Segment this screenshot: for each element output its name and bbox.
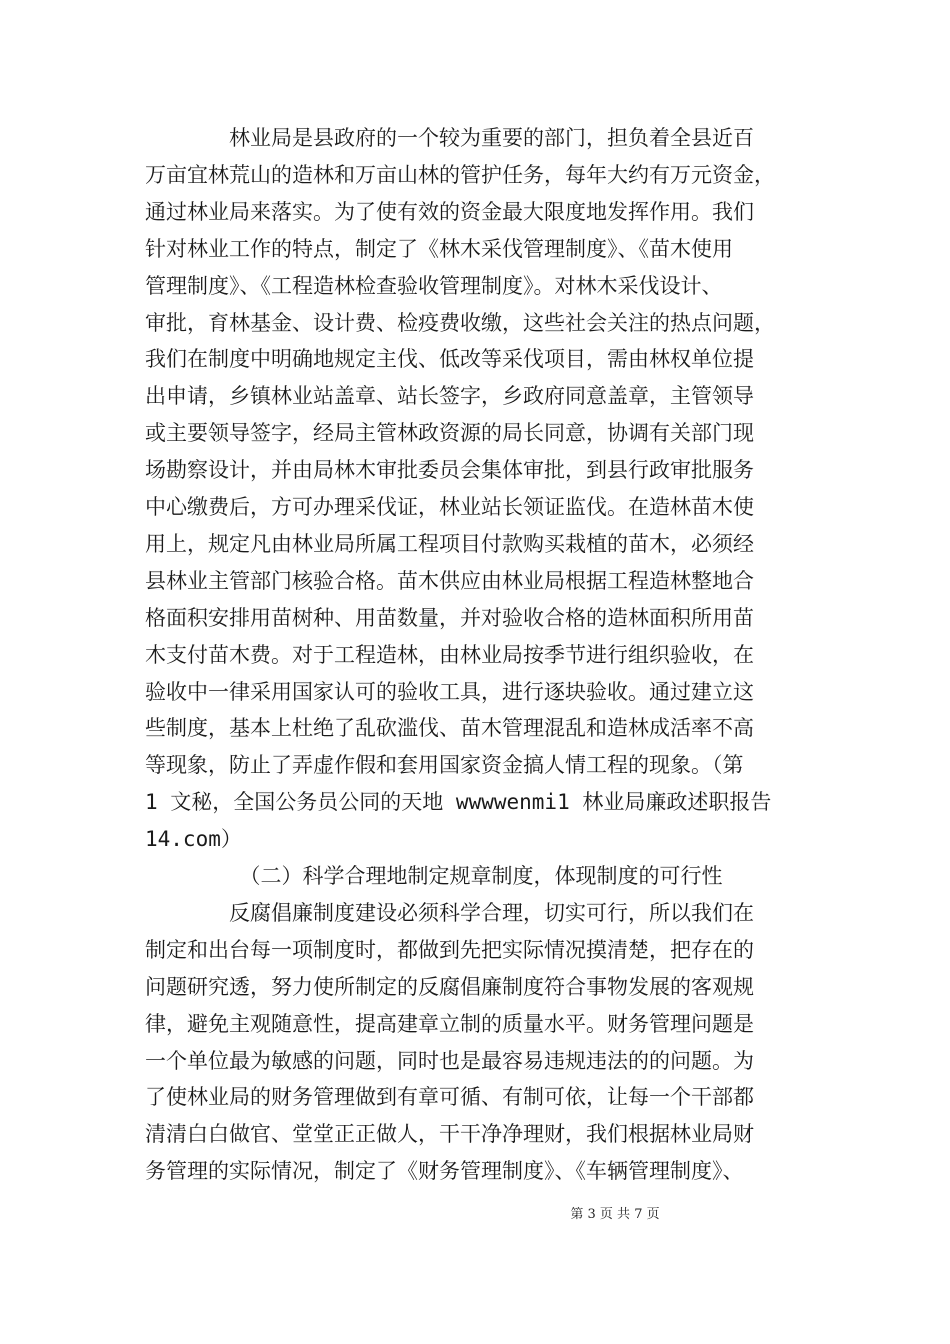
text-line: 管理制度》、《工程造林检查验收管理制度》。对林木采伐设计、 bbox=[145, 273, 723, 298]
text-line: 验收中一律采用国家认可的验收工具，进行逐块验收。通过建立这 bbox=[145, 679, 754, 704]
text-line: 务管理的实际情况，制定了《财务管理制度》、《车辆管理制度》、 bbox=[145, 1159, 744, 1184]
text-line: 制定和出台每一项制度时，都做到先把实际情况摸清楚，把存在的 bbox=[145, 937, 754, 962]
text-line: 木支付苗木费。对于工程造林，由林业局按季节进行组织验收，在 bbox=[145, 642, 754, 667]
page-footer: 第 3 页 共 7 页 bbox=[570, 1207, 660, 1222]
text-line: 林业局是县政府的一个较为重要的部门，担负着全县近百 bbox=[145, 126, 754, 150]
text-line: 律，避免主观随意性，提高建章立制的质量水平。财务管理问题是 bbox=[145, 1011, 754, 1036]
text-line: 清清白白做官、堂堂正正做人，干干净净理财，我们根据林业局财 bbox=[145, 1122, 754, 1147]
text-line: 审批，育林基金、设计费、检疫费收缴，这些社会关注的热点问题， bbox=[145, 310, 775, 335]
text-line: 县林业主管部门核验合格。苗木供应由林业局根据工程造林整地合 bbox=[145, 568, 754, 593]
text-line: 些制度，基本上杜绝了乱砍滥伐、苗木管理混乱和造林成活率不高 bbox=[145, 716, 754, 741]
text-line: 我们在制度中明确地规定主伐、低改等采伐项目，需由林权单位提 bbox=[145, 347, 754, 372]
text-line: （二）科学合理地制定规章制度，体现制度的可行性 bbox=[145, 864, 723, 888]
text-line: 场勘察设计，并由局林木审批委员会集体审批，到县行政审批服务 bbox=[145, 458, 754, 483]
text-line: 1 文秘，全国公务员公同的天地 wwwwenmi1 林业局廉政述职报告 bbox=[145, 790, 772, 815]
text-line: 针对林业工作的特点，制定了《林木采伐管理制度》、《苗木使用 bbox=[145, 236, 733, 261]
text-line: 或主要领导签字，经局主管林政资源的局长同意，协调有关部门现 bbox=[145, 421, 754, 446]
text-line: 一个单位最为敏感的问题，同时也是最容易违规违法的的问题。为 bbox=[145, 1048, 754, 1073]
text-line: 中心缴费后，方可办理采伐证，林业站长领证监伐。在造林苗木使 bbox=[145, 495, 754, 519]
text-line: 了使林业局的财务管理做到有章可循、有制可依，让每一个干部都 bbox=[145, 1085, 754, 1110]
text-line: 反腐倡廉制度建设必须科学合理，切实可行，所以我们在 bbox=[145, 900, 754, 925]
text-line: 通过林业局来落实。为了使有效的资金最大限度地发挥作用。我们 bbox=[145, 199, 754, 224]
text-line: 14.com） bbox=[145, 827, 242, 852]
text-line: 问题研究透，努力使所制定的反腐倡廉制度符合事物发展的客观规 bbox=[145, 974, 754, 999]
text-line: 等现象，防止了弄虚作假和套用国家资金搞人情工程的现象。（第 bbox=[145, 753, 744, 778]
text-line: 出申请，乡镇林业站盖章、站长签字，乡政府同意盖章，主管领导 bbox=[145, 384, 754, 409]
text-line: 格面积安排用苗树种、用苗数量，并对验收合格的造林面积所用苗 bbox=[145, 605, 754, 630]
text-line: 万亩宜林荒山的造林和万亩山林的管护任务，每年大约有万元资金， bbox=[145, 162, 775, 187]
text-line: 用上，规定凡由林业局所属工程项目付款购买栽植的苗木，必须经 bbox=[145, 531, 754, 556]
